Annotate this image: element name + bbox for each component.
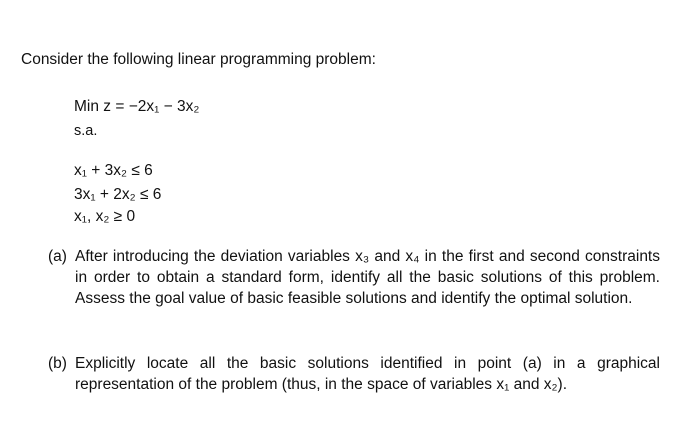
constraint-1: x₁ + 3x₂ ≤ 6: [74, 162, 153, 179]
nonnegativity-constraint: x₁, x₂ ≥ 0: [74, 208, 136, 225]
objective-function: Min z = −2x₁ − 3x₂: [74, 98, 200, 115]
question-b-text: Explicitly locate all the basic solutions identified in point (a) in a graphical representation of the problem (thus, in the space of variables x₁ and x₂).: [75, 355, 660, 393]
question-b-label: (b): [48, 355, 67, 372]
question-a-text: After introducing the deviation variables x₃ and x₄ in the first and second constraints in order to obtain a standard form, identify all the basic solutions of this problem. Assess the goal value of basic feasible solutions and identify the optimal solution.: [75, 248, 660, 307]
question-b: [48, 353, 660, 395]
constraint-2: 3x₁ + 2x₂ ≤ 6: [74, 186, 162, 203]
problem-intro: Consider the following linear programming problem:: [21, 51, 376, 68]
subject-to-label: s.a.: [74, 123, 98, 139]
question-a-label: (a): [48, 248, 67, 265]
question-a: [48, 246, 660, 309]
